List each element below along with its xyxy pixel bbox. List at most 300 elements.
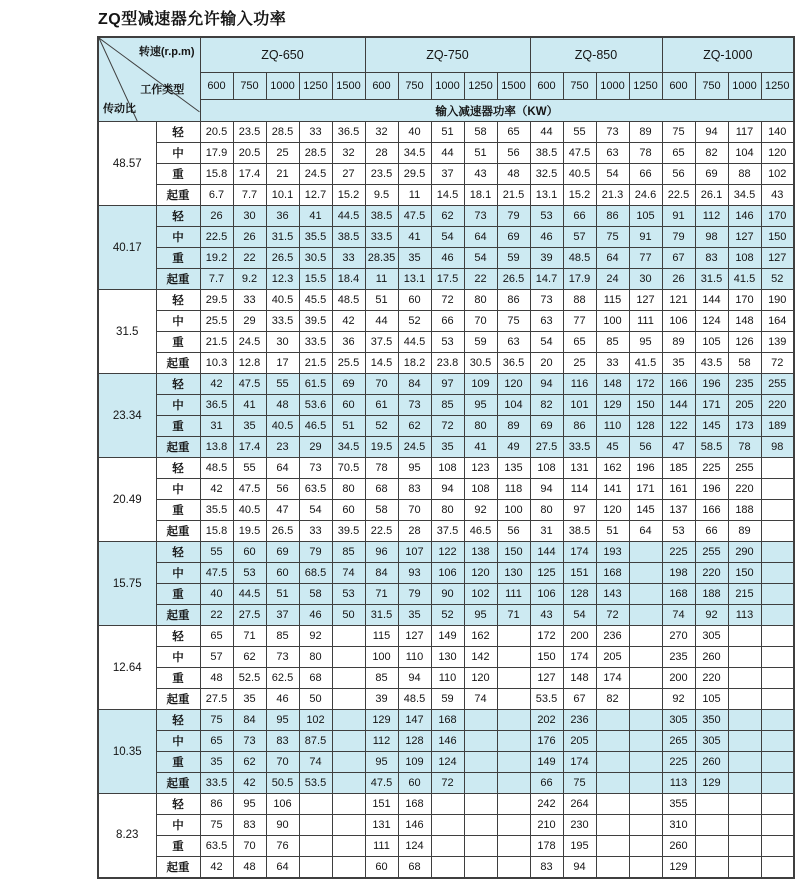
table-row [98, 710, 794, 731]
table-row [98, 332, 794, 353]
value-cell: 198 [662, 563, 695, 584]
value-cell: 72 [431, 773, 464, 794]
table-row [98, 395, 794, 416]
value-cell [728, 836, 761, 857]
value-cell: 101 [563, 395, 596, 416]
value-cell: 30 [266, 332, 299, 353]
value-cell: 35.5 [299, 227, 332, 248]
value-cell: 64 [266, 857, 299, 878]
value-cell: 60 [398, 773, 431, 794]
table-row [98, 605, 794, 626]
value-cell: 53 [233, 563, 266, 584]
value-cell: 12.8 [233, 353, 266, 374]
model-header: ZQ-650 [200, 37, 365, 73]
value-cell: 84 [365, 563, 398, 584]
value-cell [464, 731, 497, 752]
value-cell: 41 [299, 206, 332, 227]
value-cell [728, 668, 761, 689]
value-cell: 75 [563, 773, 596, 794]
value-cell [695, 836, 728, 857]
value-cell: 166 [695, 500, 728, 521]
value-cell: 265 [662, 731, 695, 752]
value-cell: 60 [332, 395, 365, 416]
header-row-power [98, 100, 794, 122]
value-cell: 47.5 [233, 479, 266, 500]
value-cell: 97 [431, 374, 464, 395]
worktype-cell: 轻 [156, 458, 200, 479]
value-cell: 77 [629, 248, 662, 269]
value-cell: 51 [332, 416, 365, 437]
value-cell: 21 [266, 164, 299, 185]
value-cell: 350 [695, 710, 728, 731]
value-cell: 34.5 [728, 185, 761, 206]
value-cell: 48 [266, 395, 299, 416]
value-cell: 124 [431, 752, 464, 773]
value-cell [761, 668, 794, 689]
value-cell [761, 626, 794, 647]
value-cell: 33 [332, 248, 365, 269]
value-cell: 92 [464, 500, 497, 521]
value-cell: 47 [662, 437, 695, 458]
value-cell: 79 [299, 542, 332, 563]
value-cell: 6.7 [200, 185, 233, 206]
value-cell: 43 [761, 185, 794, 206]
value-cell: 174 [563, 647, 596, 668]
value-cell: 45 [596, 437, 629, 458]
value-cell: 115 [365, 626, 398, 647]
value-cell: 108 [728, 248, 761, 269]
value-cell: 164 [761, 311, 794, 332]
value-cell: 46 [299, 605, 332, 626]
value-cell: 35 [200, 752, 233, 773]
value-cell: 150 [728, 563, 761, 584]
value-cell: 36.5 [497, 353, 530, 374]
value-cell: 13.1 [530, 185, 563, 206]
value-cell: 91 [629, 227, 662, 248]
value-cell: 264 [563, 794, 596, 815]
value-cell: 98 [761, 437, 794, 458]
value-cell: 94 [431, 479, 464, 500]
value-cell [629, 710, 662, 731]
value-cell: 51 [266, 584, 299, 605]
value-cell: 13.1 [398, 269, 431, 290]
value-cell: 92 [695, 605, 728, 626]
speed-header: 750 [695, 73, 728, 100]
value-cell: 63 [596, 143, 629, 164]
value-cell [629, 626, 662, 647]
table-row [98, 626, 794, 647]
value-cell: 69 [530, 416, 563, 437]
value-cell: 48 [200, 668, 233, 689]
value-cell: 108 [431, 458, 464, 479]
value-cell: 30.5 [464, 353, 497, 374]
speed-header: 750 [233, 73, 266, 100]
value-cell: 56 [266, 479, 299, 500]
value-cell: 79 [398, 584, 431, 605]
value-cell: 62 [233, 752, 266, 773]
value-cell: 72 [596, 605, 629, 626]
value-cell: 17.4 [233, 437, 266, 458]
ratio-cell: 48.57 [98, 122, 156, 206]
value-cell [497, 731, 530, 752]
value-cell [728, 857, 761, 878]
value-cell: 35 [431, 437, 464, 458]
value-cell: 110 [596, 416, 629, 437]
value-cell: 60 [332, 500, 365, 521]
value-cell: 68 [299, 668, 332, 689]
value-cell: 310 [662, 815, 695, 836]
value-cell: 52.5 [233, 668, 266, 689]
value-cell [728, 815, 761, 836]
value-cell: 130 [497, 563, 530, 584]
value-cell [332, 647, 365, 668]
value-cell: 55 [563, 122, 596, 143]
value-cell: 43.5 [695, 353, 728, 374]
value-cell: 25 [563, 353, 596, 374]
value-cell: 96 [365, 542, 398, 563]
value-cell: 56 [662, 164, 695, 185]
value-cell: 150 [761, 227, 794, 248]
value-cell: 113 [662, 773, 695, 794]
value-cell: 45.5 [299, 290, 332, 311]
value-cell [497, 794, 530, 815]
value-cell: 305 [695, 731, 728, 752]
worktype-cell: 中 [156, 143, 200, 164]
value-cell: 70 [464, 311, 497, 332]
value-cell: 131 [563, 458, 596, 479]
value-cell [761, 500, 794, 521]
value-cell: 26.1 [695, 185, 728, 206]
value-cell: 31 [200, 416, 233, 437]
value-cell [761, 521, 794, 542]
value-cell: 13.8 [200, 437, 233, 458]
value-cell: 26.5 [497, 269, 530, 290]
value-cell: 139 [761, 332, 794, 353]
value-cell: 33 [596, 353, 629, 374]
value-cell: 172 [530, 626, 563, 647]
header-row-speeds [98, 73, 794, 100]
value-cell: 9.2 [233, 269, 266, 290]
value-cell: 161 [662, 479, 695, 500]
worktype-cell: 中 [156, 563, 200, 584]
value-cell: 78 [629, 143, 662, 164]
value-cell: 53 [530, 206, 563, 227]
value-cell: 24.5 [398, 437, 431, 458]
value-cell: 14.5 [431, 185, 464, 206]
value-cell: 27.5 [233, 605, 266, 626]
value-cell: 188 [695, 584, 728, 605]
value-cell: 17 [266, 353, 299, 374]
model-header: ZQ-750 [365, 37, 530, 73]
value-cell: 40.5 [266, 290, 299, 311]
value-cell: 32.5 [530, 164, 563, 185]
value-cell: 60 [266, 563, 299, 584]
value-cell: 80 [530, 500, 563, 521]
value-cell [464, 836, 497, 857]
value-cell [497, 815, 530, 836]
value-cell: 94 [563, 857, 596, 878]
speed-header: 600 [365, 73, 398, 100]
value-cell: 120 [464, 563, 497, 584]
value-cell: 176 [530, 731, 563, 752]
worktype-cell: 中 [156, 395, 200, 416]
value-cell: 44 [431, 143, 464, 164]
value-cell: 29.5 [200, 290, 233, 311]
value-cell: 15.8 [200, 164, 233, 185]
value-cell: 83 [233, 815, 266, 836]
value-cell: 66 [563, 206, 596, 227]
value-cell: 33 [233, 290, 266, 311]
value-cell: 65 [497, 122, 530, 143]
value-cell: 225 [662, 542, 695, 563]
value-cell [497, 626, 530, 647]
speed-header: 1250 [629, 73, 662, 100]
value-cell: 63.5 [200, 836, 233, 857]
value-cell [761, 857, 794, 878]
value-cell: 28 [365, 143, 398, 164]
value-cell: 41.5 [629, 353, 662, 374]
value-cell: 42 [200, 857, 233, 878]
value-cell: 58 [728, 353, 761, 374]
value-cell: 33.5 [563, 437, 596, 458]
value-cell: 50 [299, 689, 332, 710]
value-cell: 131 [365, 815, 398, 836]
value-cell: 64 [464, 227, 497, 248]
corner-label-worktype: 工作类型 [140, 83, 185, 96]
value-cell: 23.5 [233, 122, 266, 143]
value-cell: 93 [398, 563, 431, 584]
page-title: ZQ型减速器允许输入功率 [98, 11, 287, 28]
value-cell: 202 [530, 710, 563, 731]
table-row [98, 458, 794, 479]
value-cell: 150 [497, 542, 530, 563]
value-cell: 14.5 [365, 353, 398, 374]
value-cell: 108 [464, 479, 497, 500]
corner-cell [98, 37, 200, 122]
model-header: ZQ-850 [530, 37, 662, 73]
value-cell: 25.5 [200, 311, 233, 332]
value-cell: 89 [728, 521, 761, 542]
table-row [98, 479, 794, 500]
value-cell: 19.5 [365, 437, 398, 458]
value-cell: 23.5 [365, 164, 398, 185]
value-cell: 220 [695, 563, 728, 584]
table-row [98, 227, 794, 248]
speed-header: 1500 [497, 73, 530, 100]
value-cell: 48.5 [332, 290, 365, 311]
value-cell: 290 [728, 542, 761, 563]
table-row [98, 836, 794, 857]
value-cell [299, 794, 332, 815]
value-cell: 33.5 [200, 773, 233, 794]
value-cell: 43 [464, 164, 497, 185]
value-cell: 305 [695, 626, 728, 647]
value-cell: 58 [464, 122, 497, 143]
value-cell: 10.3 [200, 353, 233, 374]
value-cell: 48 [497, 164, 530, 185]
value-cell [728, 626, 761, 647]
value-cell: 55 [233, 458, 266, 479]
value-cell: 255 [761, 374, 794, 395]
worktype-cell: 重 [156, 584, 200, 605]
value-cell: 31.5 [266, 227, 299, 248]
corner-label-ratio: 传动比 [103, 103, 136, 115]
value-cell: 109 [398, 752, 431, 773]
value-cell: 188 [728, 500, 761, 521]
worktype-cell: 起重 [156, 269, 200, 290]
value-cell [332, 773, 365, 794]
value-cell: 28.5 [266, 122, 299, 143]
value-cell: 35 [233, 416, 266, 437]
value-cell [596, 752, 629, 773]
value-cell: 53.6 [299, 395, 332, 416]
value-cell: 146 [728, 206, 761, 227]
value-cell: 142 [464, 647, 497, 668]
value-cell: 242 [530, 794, 563, 815]
value-cell: 84 [398, 374, 431, 395]
value-cell: 46.5 [464, 521, 497, 542]
worktype-cell: 轻 [156, 710, 200, 731]
value-cell: 40.5 [563, 164, 596, 185]
value-cell: 39.5 [332, 521, 365, 542]
value-cell: 38.5 [530, 143, 563, 164]
value-cell: 106 [431, 563, 464, 584]
value-cell: 172 [629, 374, 662, 395]
value-cell: 147 [398, 710, 431, 731]
value-cell: 42 [200, 479, 233, 500]
value-cell: 75 [596, 227, 629, 248]
table-row [98, 542, 794, 563]
value-cell: 205 [728, 395, 761, 416]
power-header: 输入减速器功率（KW） [200, 100, 794, 122]
table-row [98, 584, 794, 605]
value-cell [497, 668, 530, 689]
value-cell: 65 [662, 143, 695, 164]
value-cell: 41 [398, 227, 431, 248]
value-cell: 128 [629, 416, 662, 437]
value-cell: 94 [530, 374, 563, 395]
value-cell: 63.5 [299, 479, 332, 500]
value-cell: 236 [596, 626, 629, 647]
value-cell [497, 689, 530, 710]
worktype-cell: 起重 [156, 185, 200, 206]
value-cell [431, 836, 464, 857]
value-cell [629, 836, 662, 857]
speed-header: 1000 [266, 73, 299, 100]
value-cell [464, 752, 497, 773]
value-cell: 124 [398, 836, 431, 857]
value-cell: 168 [398, 794, 431, 815]
speed-header: 1000 [596, 73, 629, 100]
value-cell: 17.9 [563, 269, 596, 290]
value-cell: 95 [233, 794, 266, 815]
value-cell: 120 [596, 500, 629, 521]
value-cell: 78 [728, 437, 761, 458]
value-cell: 55 [200, 542, 233, 563]
value-cell: 36 [266, 206, 299, 227]
table-row [98, 269, 794, 290]
value-cell: 32 [332, 143, 365, 164]
value-cell: 88 [563, 290, 596, 311]
value-cell: 65 [563, 332, 596, 353]
value-cell: 27.5 [200, 689, 233, 710]
value-cell [332, 689, 365, 710]
value-cell: 28.5 [299, 143, 332, 164]
value-cell [761, 731, 794, 752]
value-cell: 42 [233, 773, 266, 794]
value-cell: 51 [596, 521, 629, 542]
ratio-cell: 20.49 [98, 458, 156, 542]
value-cell [299, 857, 332, 878]
table-body [98, 122, 794, 878]
value-cell [761, 773, 794, 794]
value-cell [464, 710, 497, 731]
value-cell: 60 [365, 857, 398, 878]
value-cell: 140 [761, 122, 794, 143]
value-cell: 116 [563, 374, 596, 395]
value-cell: 105 [695, 689, 728, 710]
ratio-cell: 12.64 [98, 626, 156, 710]
value-cell: 77 [563, 311, 596, 332]
value-cell: 18.1 [464, 185, 497, 206]
power-table [97, 36, 795, 879]
table-row [98, 773, 794, 794]
value-cell: 24 [596, 269, 629, 290]
worktype-cell: 重 [156, 416, 200, 437]
value-cell [761, 458, 794, 479]
value-cell: 128 [398, 731, 431, 752]
value-cell: 80 [464, 416, 497, 437]
value-cell: 171 [629, 479, 662, 500]
value-cell: 151 [563, 563, 596, 584]
value-cell: 111 [365, 836, 398, 857]
value-cell: 20.5 [200, 122, 233, 143]
value-cell: 106 [530, 584, 563, 605]
value-cell: 74 [299, 752, 332, 773]
value-cell: 51 [365, 290, 398, 311]
value-cell: 97 [563, 500, 596, 521]
value-cell: 44 [530, 122, 563, 143]
ratio-cell: 23.34 [98, 374, 156, 458]
value-cell: 124 [695, 311, 728, 332]
value-cell [332, 752, 365, 773]
corner-label-speed: 转速(r.p.m) [138, 46, 195, 58]
value-cell: 111 [497, 584, 530, 605]
worktype-cell: 起重 [156, 689, 200, 710]
value-cell: 66 [695, 521, 728, 542]
speed-header: 750 [398, 73, 431, 100]
value-cell: 92 [662, 689, 695, 710]
value-cell: 220 [761, 395, 794, 416]
worktype-cell: 重 [156, 248, 200, 269]
speed-header: 600 [662, 73, 695, 100]
value-cell [332, 710, 365, 731]
value-cell: 75 [200, 710, 233, 731]
value-cell: 37 [431, 164, 464, 185]
value-cell: 59 [431, 689, 464, 710]
value-cell: 105 [629, 206, 662, 227]
value-cell: 120 [464, 668, 497, 689]
value-cell: 61 [365, 395, 398, 416]
value-cell: 122 [662, 416, 695, 437]
value-cell: 235 [728, 374, 761, 395]
value-cell: 225 [662, 752, 695, 773]
value-cell: 114 [563, 479, 596, 500]
value-cell: 70 [233, 836, 266, 857]
value-cell [629, 815, 662, 836]
value-cell: 44.5 [233, 584, 266, 605]
value-cell: 15.2 [332, 185, 365, 206]
